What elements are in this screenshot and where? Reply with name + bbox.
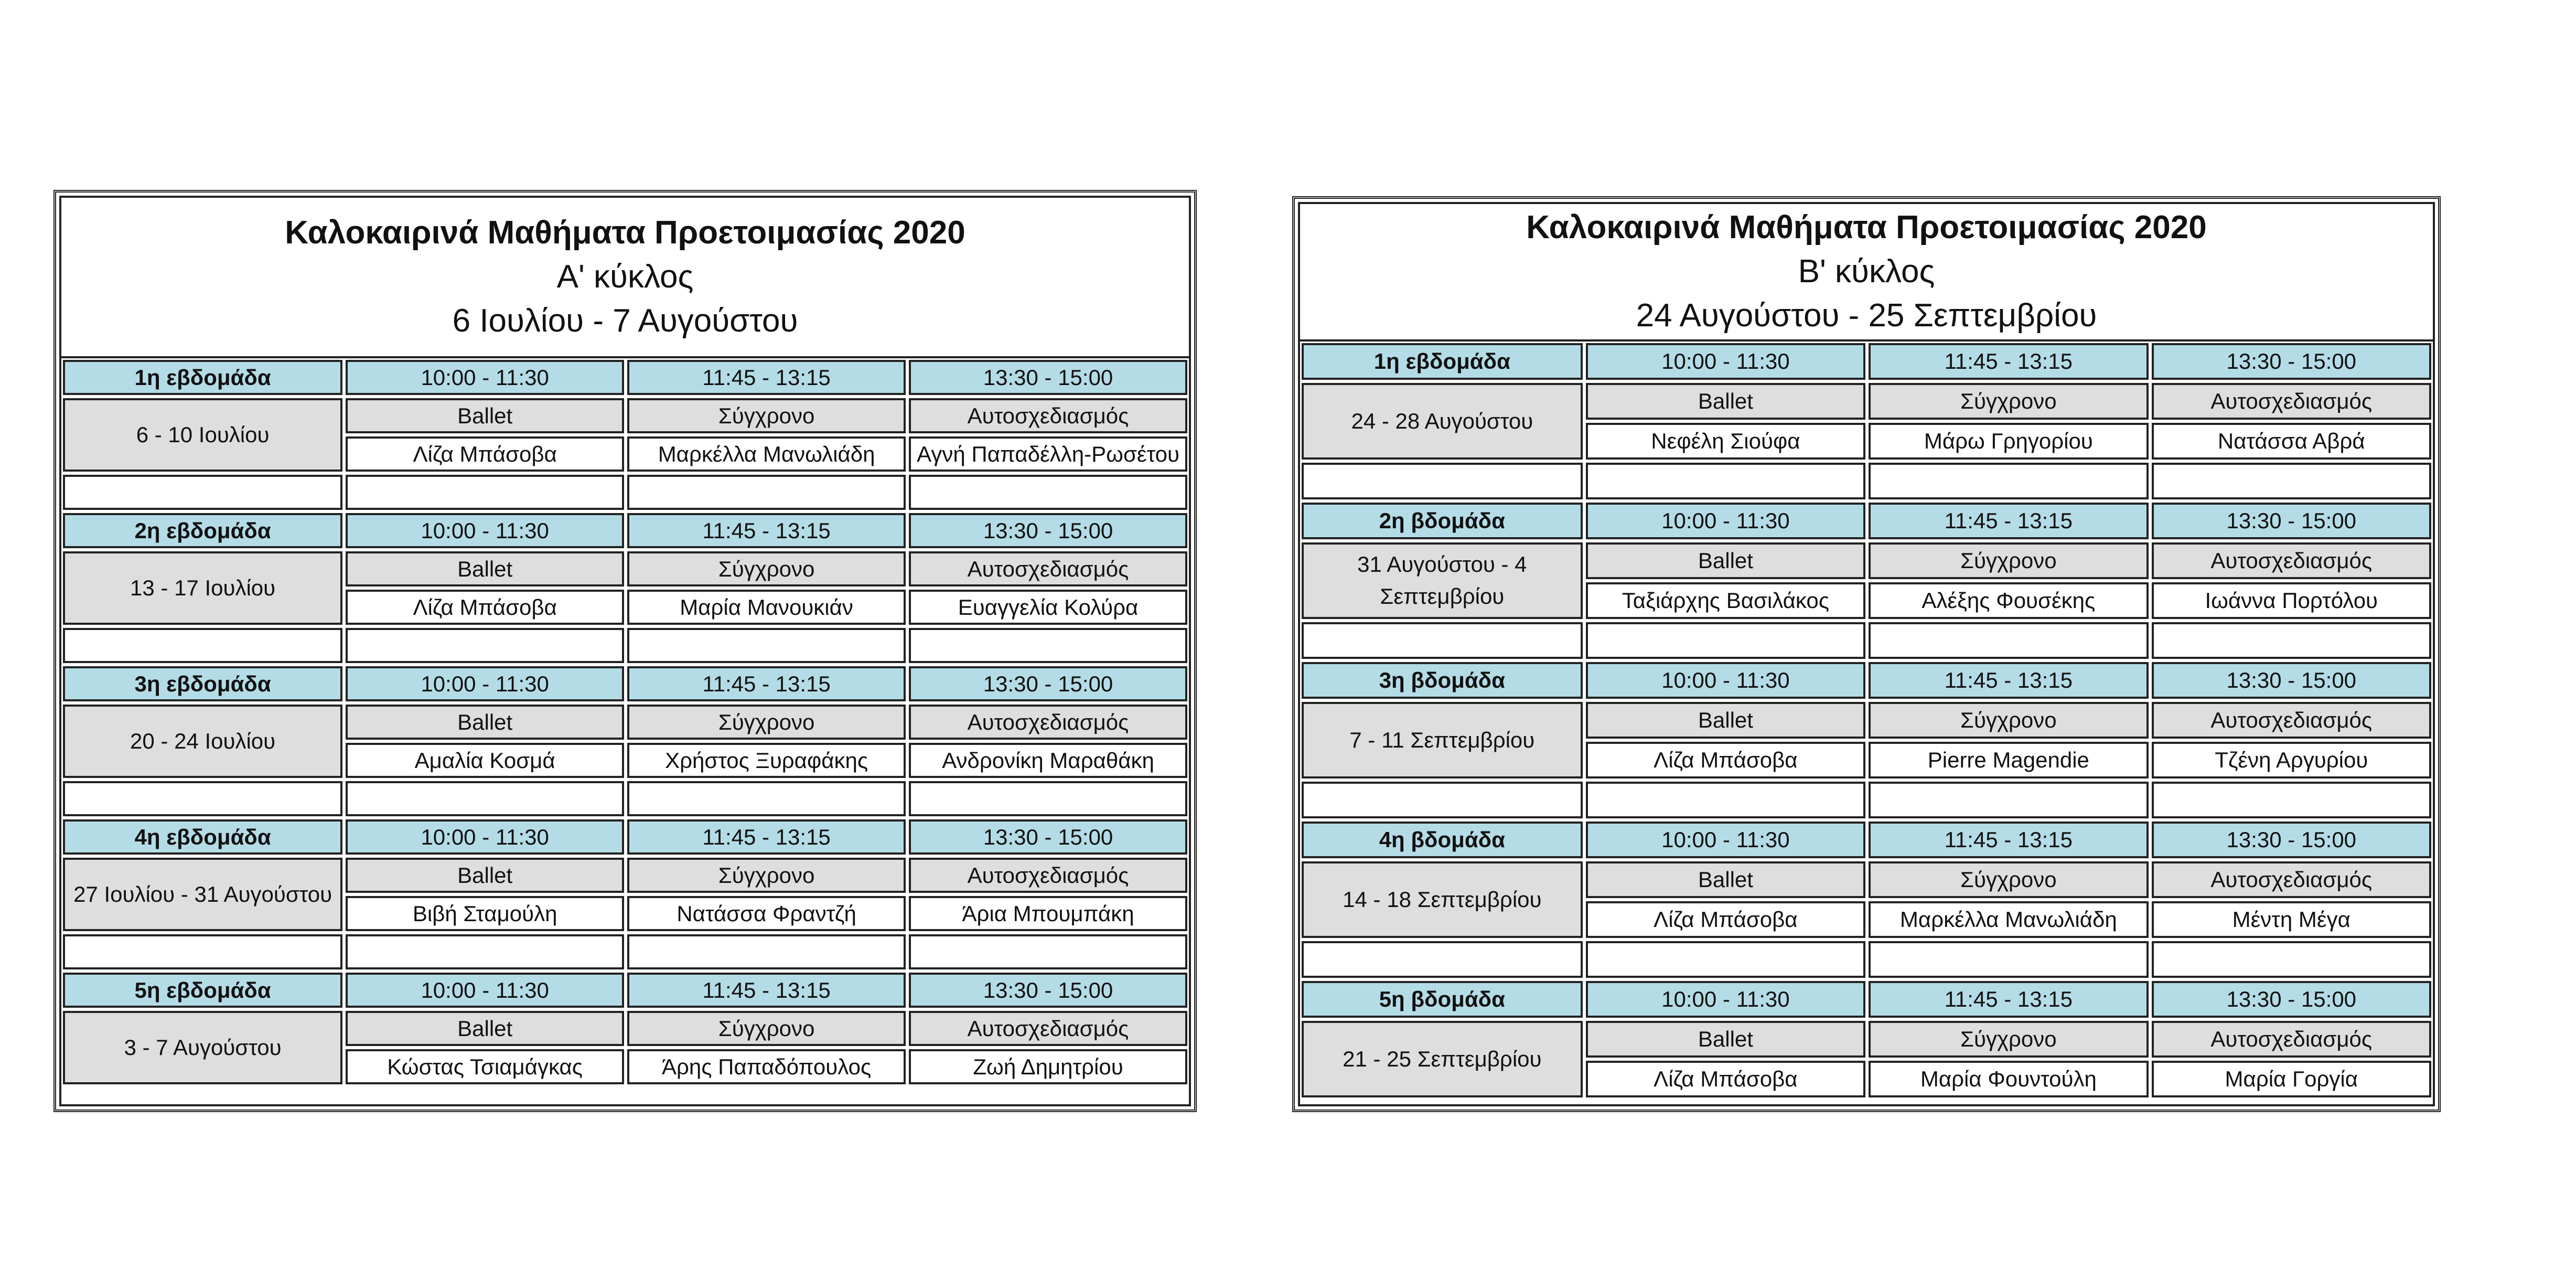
spacer-cell (909, 475, 1187, 510)
teacher-name: Λίζα Μπάσοβα (346, 436, 624, 472)
teacher-name: Pierre Magendie (1869, 742, 2148, 778)
week-block (61, 665, 1189, 818)
class-name: Ballet (1586, 861, 1865, 898)
spacer-cell (1586, 463, 1865, 499)
week-sessions (344, 703, 1189, 780)
class-name: Ballet (346, 1011, 624, 1046)
week-header-row (1300, 342, 2433, 381)
time-slot: 10:00 - 11:30 (1586, 662, 1865, 699)
spacer-row (61, 780, 1189, 818)
week-label: 5η εβδομάδα (63, 973, 342, 1008)
class-name: Αυτοσχεδιασμός (909, 551, 1187, 586)
time-slot: 10:00 - 11:30 (1586, 981, 1865, 1018)
time-slot: 13:30 - 15:00 (2152, 981, 2431, 1018)
week-dates: 27 Ιουλίου - 31 Αυγούστου (63, 858, 342, 931)
week-block (1300, 820, 2433, 979)
teacher-name: Νατάσσα Φραντζή (627, 896, 906, 931)
week-header-row (61, 971, 1189, 1009)
teacher-name: Ευαγγελία Κολύρα (909, 590, 1187, 625)
week-label: 3η βδομάδα (1302, 662, 1583, 699)
week-sessions (1584, 860, 2433, 940)
week-body (1300, 860, 2433, 940)
class-row (344, 856, 1189, 894)
week-header-row (1300, 501, 2433, 541)
spacer-cell (63, 934, 342, 969)
week-block (1300, 342, 2433, 501)
cycle-b-header (1300, 204, 2433, 342)
teacher-name: Χρήστος Ξυραφάκης (627, 743, 906, 778)
week-block (1300, 660, 2433, 820)
teacher-name: Μαρκέλλα Μανωλιάδη (1869, 901, 2148, 938)
spacer-cell (346, 628, 624, 663)
teacher-row (1584, 900, 2433, 940)
teacher-name: Τζένη Αργυρίου (2152, 742, 2431, 778)
spacer-row (1300, 621, 2433, 660)
class-row (1584, 1019, 2433, 1059)
week-label: 1η εβδομάδα (63, 360, 342, 395)
week-label: 1η εβδομάδα (1302, 343, 1583, 380)
time-slot: 13:30 - 15:00 (2152, 662, 2431, 699)
teacher-name: Ταξιάρχης Βασιλάκος (1586, 582, 1865, 619)
spacer-cell (346, 475, 624, 510)
teacher-name: Κώστας Τσιαμάγκας (346, 1049, 624, 1084)
class-name: Ballet (1586, 1021, 1865, 1058)
week-block (61, 971, 1189, 1086)
teacher-row (1584, 581, 2433, 621)
spacer-cell (909, 628, 1187, 663)
teacher-name: Βιβή Σταμούλη (346, 896, 624, 931)
week-sessions (344, 1009, 1189, 1086)
teacher-name: Νατάσσα Αβρά (2152, 423, 2431, 460)
time-slot: 11:45 - 13:15 (627, 360, 906, 395)
teacher-row (344, 741, 1189, 780)
time-slot: 10:00 - 11:30 (346, 973, 624, 1008)
week-body (61, 703, 1189, 780)
cycle-a-header (61, 198, 1189, 358)
teacher-name: Νεφέλη Σιούφα (1586, 423, 1865, 460)
teacher-row (344, 894, 1189, 933)
class-row (344, 550, 1189, 588)
week-body (61, 856, 1189, 933)
spacer-cell (63, 628, 342, 663)
spacer-cell (1869, 622, 2148, 659)
week-sessions (1584, 381, 2433, 461)
week-header-row (61, 818, 1189, 856)
time-slot: 13:30 - 15:00 (909, 666, 1187, 701)
class-name: Σύγχρονο (1869, 1021, 2148, 1058)
cycle-b-schedule (1292, 196, 2441, 1112)
time-slot: 13:30 - 15:00 (2152, 503, 2431, 539)
time-slot: 11:45 - 13:15 (627, 513, 906, 548)
class-name: Σύγχρονο (627, 1011, 906, 1046)
spacer-cell (909, 934, 1187, 969)
time-slot: 10:00 - 11:30 (1586, 822, 1865, 858)
spacer-cell (63, 475, 342, 510)
spacer-cell (346, 934, 624, 969)
teacher-name: Αγνή Παπαδέλλη-Ρωσέτου (909, 436, 1187, 472)
week-label: 2η εβδομάδα (63, 513, 342, 548)
teacher-name: Λίζα Μπάσοβα (1586, 901, 1865, 938)
week-label: 4η εβδομάδα (63, 819, 342, 855)
time-slot: 11:45 - 13:15 (1869, 981, 2148, 1018)
week-header-row (1300, 979, 2433, 1019)
class-row (344, 703, 1189, 741)
teacher-name: Αλέξης Φουσέκης (1869, 582, 2148, 619)
teacher-name: Μαρία Μανουκιάν (627, 590, 906, 625)
week-dates: 21 - 25 Σεπτεμβρίου (1302, 1021, 1583, 1097)
week-body (61, 550, 1189, 626)
class-name: Αυτοσχεδιασμός (2152, 702, 2431, 739)
spacer-cell (627, 781, 906, 816)
week-label: 3η εβδομάδα (63, 666, 342, 701)
spacer-cell (1869, 941, 2148, 978)
week-dates: 3 - 7 Αυγούστου (63, 1011, 342, 1084)
time-slot: 10:00 - 11:30 (346, 360, 624, 395)
teacher-name: Λίζα Μπάσοβα (346, 590, 624, 625)
week-body (61, 397, 1189, 473)
week-block (61, 511, 1189, 665)
cycle-b-frame (1298, 202, 2435, 1106)
cycle-b-period: 24 Αυγούστου - 25 Σεπτεμβρίου (1636, 297, 2097, 334)
time-slot: 11:45 - 13:15 (1869, 822, 2148, 858)
class-row (344, 397, 1189, 435)
week-body (1300, 541, 2433, 621)
spacer-cell (1302, 782, 1583, 818)
teacher-row (344, 588, 1189, 626)
class-name: Αυτοσχεδιασμός (909, 398, 1187, 433)
spacer-cell (627, 628, 906, 663)
spacer-row (1300, 780, 2433, 820)
time-slot: 13:30 - 15:00 (909, 819, 1187, 855)
class-name: Αυτοσχεδιασμός (2152, 1021, 2431, 1058)
spacer-row (61, 933, 1189, 971)
time-slot: 11:45 - 13:15 (1869, 503, 2148, 539)
teacher-name: Ιωάννα Πορτόλου (2152, 582, 2431, 619)
spacer-cell (627, 475, 906, 510)
week-label: 5η βδομάδα (1302, 981, 1583, 1018)
spacer-row (61, 473, 1189, 511)
class-name: Σύγχρονο (1869, 702, 2148, 739)
teacher-row (344, 1048, 1189, 1086)
class-name: Αυτοσχεδιασμός (2152, 861, 2431, 898)
class-name: Αυτοσχεδιασμός (2152, 383, 2431, 420)
week-body (61, 1009, 1189, 1086)
time-slot: 10:00 - 11:30 (1586, 343, 1865, 380)
class-name: Ballet (346, 398, 624, 433)
teacher-row (1584, 1059, 2433, 1099)
week-body (1300, 700, 2433, 780)
spacer-row (1300, 461, 2433, 501)
class-name: Αυτοσχεδιασμός (2152, 542, 2431, 579)
class-name: Ballet (346, 705, 624, 740)
time-slot: 10:00 - 11:30 (346, 666, 624, 701)
class-name: Σύγχρονο (627, 551, 906, 586)
spacer-row (1300, 940, 2433, 979)
class-row (344, 1009, 1189, 1048)
week-dates: 13 - 17 Ιουλίου (63, 551, 342, 625)
week-header-row (1300, 820, 2433, 860)
class-name: Ballet (1586, 702, 1865, 739)
spacer-cell (2152, 941, 2431, 978)
teacher-name: Αμαλία Κοσμά (346, 743, 624, 778)
cycle-a-title: Καλοκαιρινά Μαθήματα Προετοιμασίας 2020 (285, 215, 965, 251)
teacher-name: Μαρία Φουντούλη (1869, 1061, 2148, 1097)
week-dates: 14 - 18 Σεπτεμβρίου (1302, 861, 1583, 938)
cycle-a-schedule (53, 190, 1197, 1112)
cycle-a-frame (59, 196, 1191, 1106)
spacer-cell (1302, 463, 1583, 499)
class-name: Αυτοσχεδιασμός (909, 705, 1187, 740)
time-slot: 11:45 - 13:15 (627, 973, 906, 1008)
spacer-cell (2152, 463, 2431, 499)
spacer-cell (1586, 941, 1865, 978)
time-slot: 10:00 - 11:30 (346, 819, 624, 855)
teacher-name: Μαρκέλλα Μανωλιάδη (627, 436, 906, 472)
teacher-name: Άρης Παπαδόπουλος (627, 1049, 906, 1084)
class-name: Αυτοσχεδιασμός (909, 1011, 1187, 1046)
teacher-name: Λίζα Μπάσοβα (1586, 742, 1865, 778)
class-row (1584, 541, 2433, 581)
week-sessions (344, 397, 1189, 473)
class-row (1584, 860, 2433, 900)
class-name: Ballet (346, 858, 624, 893)
time-slot: 11:45 - 13:15 (627, 819, 906, 855)
cycle-a-grid (61, 358, 1189, 1104)
week-dates: 20 - 24 Ιουλίου (63, 705, 342, 778)
teacher-name: Άρια Μπουμπάκη (909, 896, 1187, 931)
week-dates: 6 - 10 Ιουλίου (63, 398, 342, 472)
teacher-name: Λίζα Μπάσοβα (1586, 1061, 1865, 1097)
teacher-name: Μάρω Γρηγορίου (1869, 423, 2148, 460)
week-dates: 24 - 28 Αυγούστου (1302, 383, 1583, 460)
spacer-row (61, 626, 1189, 665)
class-name: Ballet (346, 551, 624, 586)
time-slot: 13:30 - 15:00 (909, 513, 1187, 548)
cycle-a-period: 6 Ιουλίου - 7 Αυγούστου (452, 302, 798, 339)
class-name: Αυτοσχεδιασμός (909, 858, 1187, 893)
week-block (61, 358, 1189, 511)
time-slot: 13:30 - 15:00 (909, 973, 1187, 1008)
week-header-row (61, 665, 1189, 703)
class-name: Σύγχρονο (627, 858, 906, 893)
week-dates: 7 - 11 Σεπτεμβρίου (1302, 702, 1583, 778)
teacher-row (344, 435, 1189, 473)
cycle-a-cycle: Α' κύκλος (556, 259, 694, 295)
teacher-row (1584, 740, 2433, 780)
time-slot: 11:45 - 13:15 (627, 666, 906, 701)
teacher-name: Ζωή Δημητρίου (909, 1049, 1187, 1084)
class-row (1584, 381, 2433, 421)
week-sessions (344, 550, 1189, 626)
week-block (1300, 979, 2433, 1099)
spacer-cell (909, 781, 1187, 816)
class-name: Ballet (1586, 383, 1865, 420)
week-sessions (1584, 1019, 2433, 1099)
time-slot: 11:45 - 13:15 (1869, 662, 2148, 699)
cycle-b-title: Καλοκαιρινά Μαθήματα Προετοιμασίας 2020 (1526, 209, 2207, 246)
week-dates: 31 Αυγούστου - 4 Σεπτεμβρίου (1302, 542, 1583, 619)
class-row (1584, 700, 2433, 740)
teacher-name: Ανδρονίκη Μαραθάκη (909, 743, 1187, 778)
class-name: Σύγχρονο (1869, 383, 2148, 420)
week-header-row (61, 358, 1189, 397)
class-name: Σύγχρονο (627, 398, 906, 433)
spacer-cell (2152, 782, 2431, 818)
spacer-cell (2152, 622, 2431, 659)
week-header-row (1300, 660, 2433, 700)
spacer-cell (1586, 622, 1865, 659)
spacer-cell (1302, 941, 1583, 978)
time-slot: 11:45 - 13:15 (1869, 343, 2148, 380)
spacer-cell (1586, 782, 1865, 818)
time-slot: 13:30 - 15:00 (2152, 822, 2431, 858)
week-block (61, 818, 1189, 971)
time-slot: 13:30 - 15:00 (909, 360, 1187, 395)
week-header-row (61, 511, 1189, 550)
week-sessions (1584, 541, 2433, 621)
week-label: 4η βδομάδα (1302, 822, 1583, 858)
cycle-b-cycle: Β' κύκλος (1798, 253, 1935, 290)
week-label: 2η βδομάδα (1302, 503, 1583, 539)
week-sessions (344, 856, 1189, 933)
class-name: Σύγχρονο (1869, 861, 2148, 898)
time-slot: 13:30 - 15:00 (2152, 343, 2431, 380)
time-slot: 10:00 - 11:30 (346, 513, 624, 548)
spacer-cell (346, 781, 624, 816)
class-name: Ballet (1586, 542, 1865, 579)
week-body (1300, 1019, 2433, 1099)
class-name: Σύγχρονο (627, 705, 906, 740)
teacher-name: Μαρία Γοργία (2152, 1061, 2431, 1097)
time-slot: 10:00 - 11:30 (1586, 503, 1865, 539)
class-name: Σύγχρονο (1869, 542, 2148, 579)
week-sessions (1584, 700, 2433, 780)
week-body (1300, 381, 2433, 461)
spacer-cell (63, 781, 342, 816)
teacher-row (1584, 421, 2433, 461)
spacer-cell (1869, 782, 2148, 818)
teacher-name: Μέντη Μέγα (2152, 901, 2431, 938)
spacer-cell (627, 934, 906, 969)
spacer-cell (1302, 622, 1583, 659)
spacer-cell (1869, 463, 2148, 499)
cycle-b-grid (1300, 342, 2433, 1104)
week-block (1300, 501, 2433, 660)
